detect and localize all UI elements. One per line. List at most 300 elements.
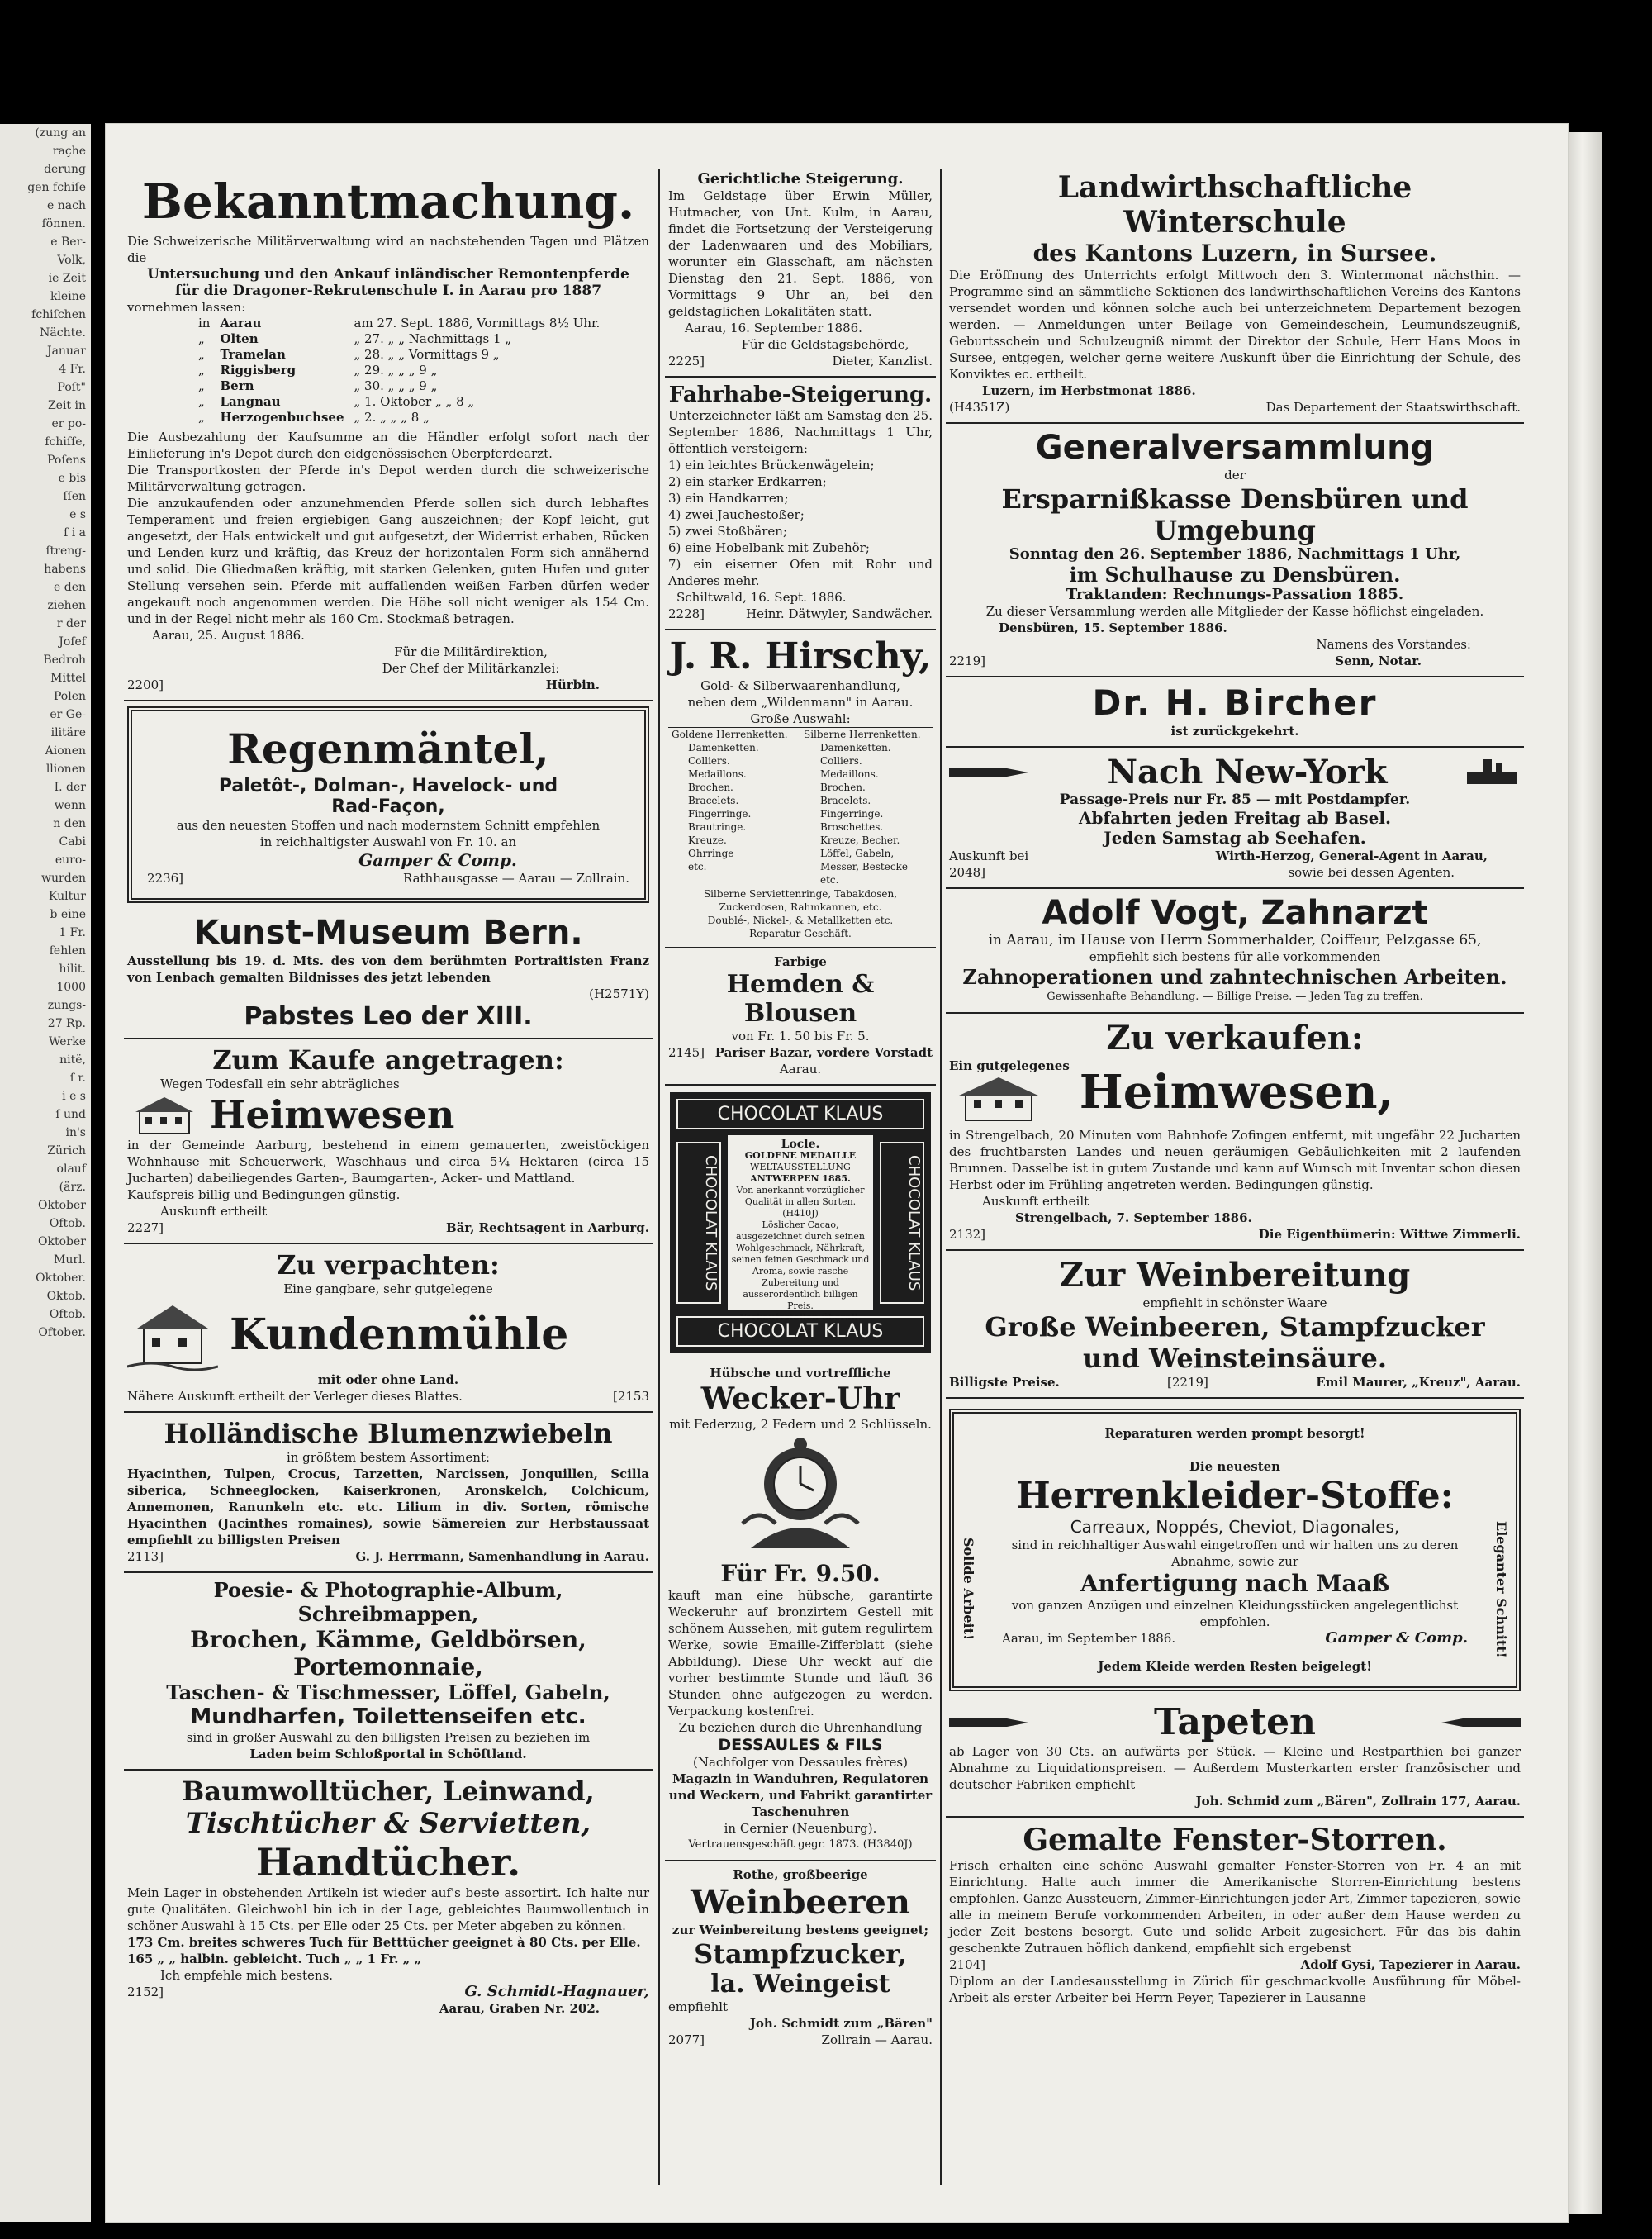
- ad-heading: des Kantons Luzern, in Sursee.: [1032, 240, 1437, 267]
- table-cell: Brochen.: [688, 782, 733, 793]
- prev-column-line: llionen: [45, 763, 86, 776]
- prev-column-line: e nach: [47, 199, 86, 212]
- ad-number: 2132]: [949, 1227, 986, 1242]
- ad-heading: Untersuchung und den Ankauf inländischer Remontenpferde: [147, 266, 629, 283]
- ad-number: 2077]: [668, 2032, 705, 2047]
- ad-title: Bekanntmachung.: [141, 174, 635, 230]
- schedule-cell: Olten: [220, 331, 259, 346]
- table-row: [668, 834, 933, 847]
- ad-text: sind in großer Auswahl zu den billigsten Preisen zu beziehen im: [186, 1730, 591, 1745]
- house-icon: [949, 1074, 1048, 1124]
- prev-column-line: fchiſſe,: [45, 435, 86, 449]
- ad-title: Regenmäntel,: [227, 725, 549, 773]
- ad-code: (H2571Y): [589, 986, 649, 1001]
- ad-heading: Brochen, Kämme, Geldbörsen, Portemonnaie,: [190, 1626, 586, 1680]
- ad-title: Nach New-York: [1107, 753, 1388, 791]
- prev-column-line: Murl.: [54, 1253, 86, 1267]
- ad-number: 2104]: [949, 1957, 986, 1972]
- ad-generalversammlung: [946, 424, 1524, 677]
- prev-column-line: ie Zeit: [48, 272, 86, 285]
- ad-heading: Heimwesen,: [1079, 1065, 1394, 1120]
- ad-heading: la. Weingeist: [710, 1970, 890, 1999]
- schedule-cell: Aarau: [220, 316, 262, 330]
- ad-signature: Emil Maurer, „Kreuz", Aarau.: [1316, 1375, 1521, 1390]
- ad-text: Silberne Serviettenringe, Tabakdosen, Zuckerdosen, Rahmkannen, etc.: [703, 888, 898, 913]
- prev-column-line: fchiſchen: [31, 308, 86, 321]
- prev-column-line: 1000: [56, 981, 86, 994]
- ad-text: Jedem Kleide werden Resten beigelegt!: [1098, 1659, 1372, 1674]
- ad-text: (Nachfolger von Dessaules frères): [693, 1755, 908, 1770]
- ad-tapeten: [946, 1696, 1524, 1818]
- prev-column-line: Nächte.: [40, 326, 86, 340]
- table-row: [668, 860, 933, 873]
- ad-signature: Bär, Rechtsagent in Aarburg.: [446, 1220, 649, 1235]
- ad-footer: CHOCOLAT KLAUS: [676, 1316, 924, 1347]
- prev-column-line: fehlen: [49, 944, 86, 958]
- ad-heading: Handtücher.: [255, 1840, 521, 1885]
- ad-date: Strengelbach, 7. September 1886.: [1015, 1210, 1252, 1225]
- table-cell: etc.: [800, 873, 933, 887]
- ad-text: Zu dieser Versammlung werden alle Mitglieder der Kasse höflichst eingeladen.: [985, 604, 1484, 619]
- ad-number: 2236]: [147, 871, 184, 886]
- ad-blumenzwiebeln: [124, 1413, 653, 1573]
- ad-text: empfiehlt sich bestens für alle vorkommenden: [1089, 949, 1381, 964]
- pointing-hand-icon: [949, 762, 1032, 783]
- prev-column-line: euro-: [55, 853, 86, 867]
- prev-column-line: ziehen: [47, 599, 86, 612]
- prev-column-line: ſtreng-: [45, 544, 86, 558]
- column-left: [124, 165, 653, 2023]
- ad-text: Frisch erhalten eine schöne Auswahl gemalter Fenster-Storren von Fr. 4 an mit Einrichtung. Halte auch immer die Amerikanische Storren-Einrichtung bestens empfohlen. Ganze Aussteuern, Zimmer-Einrichtungen jeder Art, Zimmer tapezieren, sowie alle in meinem Berufe vorkommenden Arbeiten, in oder außer dem Hause werden zu jeder Zeit bestens besorgt. Gute und solide Arbeit zugesichert. Für das bis dahin geschenkte Zutrauen höflich dankend, empfiehlt sich ergebenst: [949, 1858, 1521, 1956]
- schedule-cell: „ 27. „ „ Nachmittags 1 „: [354, 331, 512, 346]
- prev-column-line: er po-: [51, 417, 86, 430]
- schedule-cell: Bern: [220, 378, 254, 393]
- ad-text: GOLDENE MEDAILLE: [744, 1150, 857, 1161]
- prev-column-line: nitë,: [59, 1053, 86, 1067]
- ad-text: zur Weinbereitung bestens geeignet;: [672, 1923, 929, 1937]
- ad-text: Aarau.: [779, 1062, 822, 1077]
- ad-title: Hemden & Blousen: [726, 970, 875, 1028]
- ad-text: Pariser Bazar, vordere Vorstadt: [714, 1045, 933, 1060]
- ad-new-york: [946, 748, 1524, 889]
- schedule-row: [193, 378, 605, 394]
- ad-text: von Fr. 1. 50 bis Fr. 5.: [731, 1029, 870, 1043]
- schedule-cell: „ 1. Oktober „ „ 8 „: [354, 394, 475, 409]
- ad-address: Aarau, Graben Nr. 202.: [439, 2001, 600, 2016]
- prev-column-line: Oftob.: [49, 1308, 86, 1321]
- ad-text: Löslicher Cacao, ausgezeichnet durch seinen Wohlgeschmack, Nährkraft, seinen feinen Geschmack und Aroma, sowie rasche Zubereitung und ausserordentlich billigen Preis.: [731, 1219, 870, 1311]
- ad-text: Von anerkannt vorzüglicher Qualität in allen Sorten.: [736, 1185, 865, 1207]
- ad-title: Zu verkaufen:: [1106, 1019, 1364, 1058]
- ad-text: Sonntag den 26. September 1886, Nachmittags 1 Uhr,: [1009, 545, 1461, 563]
- ad-price: Billigste Preise.: [949, 1375, 1060, 1390]
- schedule-row: [193, 394, 605, 410]
- ad-text: Die Ausbezahlung der Kaufsumme an die Händler erfolgt sofort nach der Einlieferung in's Depot durch den eidgenössischen Oberpferdearzt.: [127, 430, 649, 461]
- ad-signature: Gamper & Comp.: [1325, 1629, 1468, 1647]
- steamship-icon: [1463, 754, 1521, 791]
- ad-text: in Aarau, im Hause von Herrn Sommerhalder, Coiffeur, Pelzgasse 65,: [988, 932, 1482, 948]
- ad-kunstmuseum: [124, 908, 653, 1039]
- ad-text: in Strengelbach, 20 Minuten vom Bahnhofe Zofingen entfernt, mit ungefähr 22 Jucharten des fruchtbarsten Landes und neuen geräumigen Gebäulichkeiten mit 2 laufenden Brunnen. Dasselbe ist in gutem Zustande und kann auf Wunsch mit Inventar schon diesen Herbst oder im Frühling angetreten werden. Bedingungen günstig.: [949, 1128, 1521, 1192]
- ad-heading: Zahnoperationen und zahntechnischen Arbeiten.: [962, 965, 1507, 989]
- mill-icon: [127, 1297, 218, 1371]
- table-cell: Ohrringe: [688, 848, 734, 859]
- ad-signature: Adolf Gysi, Tapezierer in Aarau.: [1300, 1957, 1521, 1972]
- ad-text: ANTWERPEN 1885.: [750, 1173, 851, 1184]
- pointing-hand-icon: [1438, 1712, 1521, 1733]
- ad-text: Kaufspreis billig und Bedingungen günstig.: [127, 1187, 401, 1202]
- column-rule: [658, 169, 660, 2185]
- ad-text: Doublé-, Nickel-, & Metallketten etc.: [707, 915, 894, 926]
- table-cell: Brochen.: [800, 781, 933, 794]
- ad-herrenkleider: [949, 1409, 1521, 1691]
- ad-text: Die Schweizerische Militärverwaltung wird an nachstehenden Tagen und Plätzen die: [127, 234, 649, 265]
- ad-title: Herrenkleider-Stoffe:: [1016, 1475, 1454, 1517]
- ad-date: Aarau, 25. August 1886.: [152, 628, 305, 643]
- ad-signature: Das Departement der Staatswirthschaft.: [1265, 400, 1521, 415]
- ad-heading: Baumwolltücher, Leinwand,: [182, 1776, 595, 1807]
- ad-text: der: [1224, 468, 1246, 483]
- side-text: Solide Arbeit!: [961, 1538, 976, 1641]
- prev-column-line: Oftob.: [49, 1217, 86, 1230]
- prev-column-line: Mittel: [50, 672, 86, 685]
- prev-column-line: 27 Rp.: [47, 1017, 86, 1030]
- prev-column-line: ſ i a: [64, 526, 86, 540]
- ad-text: aus den neuesten Stoffen und nach modernstem Schnitt empfehlen: [176, 818, 601, 833]
- prev-column-line: in's: [65, 1126, 86, 1139]
- prev-column-line: ſſen: [63, 490, 86, 503]
- ad-signature: Joh. Schmid zum „Bären", Zollrain 177, Aarau.: [1195, 1794, 1521, 1809]
- table-cell: Bracelets.: [688, 795, 739, 806]
- prev-column-line: ſ und: [55, 1108, 86, 1121]
- ad-text: mit Federzug, 2 Federn und 2 Schlüsseln.: [669, 1417, 932, 1432]
- ad-fenster-storren: [946, 1818, 1524, 2013]
- schedule-cell: „: [198, 363, 205, 378]
- table-cell: Colliers.: [800, 754, 933, 768]
- ad-text: Ein gutgelegenes: [949, 1058, 1070, 1073]
- list-item: 3) ein Handkarren;: [668, 491, 789, 506]
- ad-title: Zur Weinbereitung: [1059, 1256, 1411, 1295]
- ad-address: Zollrain — Aarau.: [821, 2032, 933, 2047]
- ad-text: Die anzukaufenden oder anzunehmenden Pferde sollen sich durch lebhaftes Temperament und freien ergiebigen Gang auszeichnen; der Kopf leicht, gut angesetzt, der Hals entwickelt und gut aufgesetzt, der Widerrist erhaben, Rücken und Lenden kurz und kräftig, das Kreuz der horizontalen Form sich annähernd und solid. Die Gliedmaßen kräftig, mit starken Gelenken, guten Hufen und guter Stellung versehen sein. Pferde mit auffallenden weißen Farben dürfen weder angekauft noch angenommen werden. Die Höhe soll nicht weniger als 154 Cm. und in der Regel nicht mehr als 160 Cm. Stockmaß betragen.: [127, 496, 649, 626]
- ad-signature: Hürbin.: [545, 677, 600, 692]
- ad-bircher: [946, 677, 1524, 748]
- ad-text: Vertrauensgeschäft gegr. 1873. (H3840J): [688, 1838, 913, 1851]
- ad-text: 165 „ „ halbin. gebleicht. Tuch „ „ 1 Fr. „ „: [127, 1951, 422, 1966]
- ad-weinbereitung: [946, 1251, 1524, 1399]
- ad-text: Reparatur-Geschäft.: [749, 928, 852, 939]
- prev-column-line: Oktob.: [46, 1290, 86, 1303]
- prev-column-line: Bedroh: [43, 654, 86, 667]
- list-item: 2) ein starker Erdkarren;: [668, 474, 827, 489]
- prev-column-line: raçhe: [52, 145, 86, 158]
- ad-heading: Rad-Façon,: [331, 796, 445, 817]
- schedule-cell: in: [198, 316, 211, 330]
- ad-heading: Poesie- & Photographie-Album, Schreibmappen,: [213, 1578, 563, 1626]
- ad-number: 2200]: [127, 677, 164, 692]
- side-text: Eleganter Schnitt!: [1493, 1521, 1509, 1658]
- ad-date: Schiltwald, 16. Sept. 1886.: [676, 590, 847, 605]
- ad-signature: Wirth-Herzog, General-Agent in Aarau,: [1215, 849, 1488, 863]
- prev-column-line: e s: [69, 508, 86, 521]
- ad-text: Gewissenhafte Behandlung. — Billige Preise. — Jeden Tag zu treffen.: [1047, 991, 1423, 1003]
- ad-weinbeeren: [665, 1861, 936, 2055]
- ad-signature: Die Eigenthümerin: Wittwe Zimmerli.: [1258, 1227, 1521, 1242]
- ad-date: Luzern, im Herbstmonat 1886.: [982, 383, 1196, 398]
- ad-text: Reparaturen werden prompt besorgt!: [1104, 1426, 1365, 1441]
- table-row: [668, 781, 933, 794]
- prev-column-line: b eine: [50, 908, 86, 921]
- ad-text: ab Lager von 30 Cts. an aufwärts per Stück. — Kleine und Restparthien bei ganzer Abnahme zu Liquidationspreisen. — Außerdem Musterkarten erster französischer und deutscher Fabriken empfiehlt: [949, 1744, 1521, 1792]
- ad-title: J. R. Hirschy,: [669, 635, 932, 677]
- ad-signature: Für die Militärdirektion,: [394, 644, 548, 659]
- ad-text: Zu beziehen durch die Uhrenhandlung: [678, 1720, 923, 1735]
- table-row: [668, 873, 933, 887]
- column-rule: [940, 169, 942, 2185]
- ad-heading: Mundharfen, Toilettenseifen etc.: [190, 1704, 586, 1729]
- ad-text: in der Gemeinde Aarburg, bestehend in einem gemauerten, zweistöckigen Wohnhause mit Scheuerwerk, Waschhaus und circa 5¼ Hektaren (circa 15 Jucharten) dabeiliegendes Garten-, Baumgarten-, Acker- und Mattland.: [127, 1138, 649, 1186]
- ad-date: Aarau, im September 1886.: [1002, 1631, 1176, 1646]
- table-row: [668, 754, 933, 768]
- ad-number: 2145]: [668, 1045, 705, 1060]
- ad-text: empfiehlt in schönster Waare: [1142, 1295, 1327, 1310]
- table-cell: [668, 873, 800, 887]
- item-list: [668, 457, 933, 589]
- ad-title: Landwirthschaftliche Winterschule: [1057, 170, 1412, 240]
- prev-column-line: I. der: [54, 781, 86, 794]
- ad-signature: Dieter, Kanzlist.: [832, 354, 933, 368]
- ad-text: Passage-Preis nur Fr. 85 — mit Postdampfer.: [1059, 791, 1411, 808]
- ad-text: Abfahrten jeden Freitag ab Basel.: [1079, 808, 1391, 828]
- ad-chocolat-klaus: [670, 1092, 931, 1353]
- ad-number: [2219]: [1167, 1375, 1208, 1390]
- prev-column-line: Volk,: [57, 254, 86, 267]
- ad-title: Adolf Vogt, Zahnarzt: [1042, 894, 1428, 932]
- prev-column-line: Werke: [49, 1035, 86, 1048]
- ad-text: Diplom an der Landesausstellung in Zürich für geschmackvolle Ausführung für Möbel-Arbeit als erster Arbeiter bei Herrn Peyer, Tapezierer in Lausanne: [949, 1974, 1521, 2005]
- ad-number: 2227]: [127, 1220, 164, 1235]
- prev-column-line: habens: [44, 563, 86, 576]
- ad-text: Große Auswahl:: [750, 711, 851, 726]
- prev-column-line: ſ r.: [69, 1072, 86, 1085]
- ad-text: Unterzeichneter läßt am Samstag den 25. September 1886, Nachmittags 1 Uhr, öffentlich versteigern:: [668, 408, 933, 456]
- prev-column-line: olauf: [56, 1162, 86, 1176]
- prev-column-line: 4 Fr.: [59, 363, 86, 376]
- ad-signature: Der Chef der Militärkanzlei:: [382, 661, 560, 676]
- table-cell: Fingerringe.: [800, 807, 933, 820]
- ad-title: Tapeten: [1153, 1701, 1317, 1743]
- choc-center: [728, 1135, 873, 1323]
- schedule-row: [193, 347, 605, 363]
- schedule-cell: „: [198, 378, 205, 393]
- ad-wecker-uhr: [665, 1360, 936, 1861]
- prev-column-line: fönnen.: [41, 217, 86, 231]
- ad-text: sowie bei dessen Agenten.: [1288, 865, 1455, 880]
- prev-column-line: gen fchiſe: [27, 181, 86, 194]
- ad-code: (H4351Z): [949, 400, 1010, 415]
- ad-heading: Tischtücher & Servietten,: [185, 1807, 591, 1840]
- ad-text: Die Eröffnung des Unterrichts erfolgt Mittwoch den 3. Wintermonat nächsthin. — Programme sind an sämmtliche Sektionen des landwirthschaftlichen Vereins des Kantons versendet worden und können solche auch bei unterzeichnetem Departement bezogen werden. — Anmeldungen unter Beilage von Gemeindeschein, Leumundszeugniß, Geburtsschein und Schulzeugniß nimmt der Direktor der Schule, Herr Hans Moos in Sursee, entgegen, welcher gerne weitere Auskunft über die Einrichtung der Schule, des Konviktes ec. ertheilt.: [949, 268, 1521, 382]
- prev-column-line: Oftober.: [38, 1326, 86, 1339]
- schedule-cell: „ 30. „ „ „ 9 „: [354, 378, 438, 393]
- ad-text: Gold- & Silberwaarenhandlung,: [700, 678, 900, 693]
- ad-bekanntmachung: [124, 165, 653, 701]
- ad-text: Ich empfehle mich bestens.: [160, 1968, 334, 1983]
- prev-column-line: Kultur: [49, 890, 86, 903]
- prev-column-line: r der: [56, 617, 86, 630]
- ad-text: Eine gangbare, sehr gutgelegene: [283, 1281, 493, 1296]
- prev-column-line: e den: [54, 581, 86, 594]
- column-middle: [665, 165, 936, 2055]
- ad-signature: G. Schmidt-Hagnauer,: [464, 1983, 649, 2000]
- ad-number: [2153: [612, 1389, 649, 1404]
- table-cell: Fingerringe.: [688, 808, 752, 820]
- prev-column-line: i e s: [62, 1090, 86, 1103]
- ad-title: Dr. H. Bircher: [1092, 682, 1378, 723]
- table-row: [668, 820, 933, 834]
- ad-text: Locle.: [781, 1138, 820, 1151]
- ad-text: Hyacinthen, Tulpen, Crocus, Tarzetten, Narcissen, Jonquillen, Scilla siberica, Schneeglocken, Kaiserkronen, Aronskelch, Colchicum, Annemonen, Ranunkeln etc. etc. Lilium in div. Sorten, römische Hyacinthen (Jacinthes romaines), sowie Sämereien zur Herbstaussaat empfiehlt zu billigsten Preisen: [127, 1467, 649, 1547]
- ad-text: Mein Lager in obstehenden Artikeln ist wieder auf's beste assortirt. Ich halte nur gute Qualitäten. Gleichwohl bin ich in der Lage, gebleichtes Baumwollentuch in schöner Auswahl à 15 Cts. per Elle oder 25 Cts. per Meter abgeben zu können.: [127, 1885, 649, 1933]
- house-icon: [127, 1094, 202, 1135]
- previous-page-column: [0, 124, 91, 2222]
- list-item: 7) ein eiserner Ofen mit Rohr und Anderes mehr.: [668, 557, 933, 588]
- ad-title: Kunst-Museum Bern.: [193, 914, 583, 952]
- schedule-cell: Herzogenbuchsee: [220, 410, 344, 425]
- prev-column-line: n den: [53, 817, 86, 830]
- prev-column-line: zungs-: [47, 999, 86, 1012]
- ad-text: Wegen Todesfall ein sehr abträgliches: [160, 1077, 400, 1091]
- ad-text: Auskunft ertheilt: [160, 1204, 268, 1219]
- ad-title: Zum Kaufe angetragen:: [212, 1044, 564, 1076]
- prev-column-line: Zürich: [47, 1144, 86, 1158]
- prev-column-line: Oktober: [38, 1235, 86, 1248]
- ad-text: WELTAUSSTELLUNG: [750, 1162, 851, 1172]
- ad-text: Auskunft ertheilt: [982, 1194, 1089, 1209]
- ad-text: von ganzen Anzügen und einzelnen Kleidungsstücken angelegentlichst empfohlen.: [1011, 1598, 1459, 1629]
- ad-text: ist zurückgekehrt.: [1170, 724, 1299, 739]
- prev-column-line: Januar: [46, 345, 86, 358]
- ad-number: 2113]: [127, 1549, 164, 1564]
- table-cell: Kreuze.: [688, 834, 727, 846]
- goods-table: [668, 727, 933, 887]
- ad-heading: Stampfzucker,: [694, 1938, 907, 1970]
- schedule-table: [193, 316, 605, 425]
- ad-regenmaentel: [127, 706, 649, 903]
- table-cell: Colliers.: [688, 755, 730, 767]
- schedule-row: [193, 316, 605, 331]
- prev-column-line: Oktober.: [36, 1272, 86, 1285]
- ad-title: Weinbeeren: [691, 1883, 910, 1922]
- ad-signature: Senn, Notar.: [1335, 654, 1422, 668]
- ad-zu-verpachten: [124, 1244, 653, 1413]
- list-item: 1) ein leichtes Brückenwägelein;: [668, 458, 875, 473]
- schedule-cell: „: [198, 410, 205, 425]
- prev-column-line: 1 Fr.: [59, 926, 86, 939]
- ad-text: Nähere Auskunft ertheilt der Verleger dieses Blattes.: [127, 1389, 463, 1404]
- ad-zu-verkaufen: [946, 1014, 1524, 1251]
- ad-text: in Cernier (Neuenburg).: [724, 1821, 877, 1836]
- ad-signature: Für die Geldstagsbehörde,: [741, 337, 909, 352]
- ad-text: 173 Cm. breites schweres Tuch für Betttücher geeignet à 80 Cts. per Elle.: [127, 1935, 641, 1950]
- ad-text: Magazin in Wanduhren, Regulatoren und Weckern, und Fabrikt garantirter Taschenuhren: [668, 1771, 933, 1819]
- ad-date: Aarau, 16. September 1886.: [685, 321, 862, 335]
- ad-title: Wecker-Uhr: [700, 1381, 900, 1416]
- ad-heading: Pabstes Leo der XIII.: [244, 1002, 533, 1031]
- ad-signature: Gamper & Comp.: [358, 850, 517, 870]
- ad-text: Auskunft bei: [949, 849, 1029, 863]
- prev-column-line: hilit.: [59, 963, 86, 976]
- prev-column-line: ilitäre: [50, 726, 86, 739]
- list-item: 5) zwei Stoßbären;: [668, 524, 788, 539]
- ad-title: Fahrhabe-Steigerung.: [668, 383, 933, 407]
- prev-column-line: wurden: [41, 872, 86, 885]
- ad-heading: Große Weinbeeren, Stampfzucker: [985, 1311, 1485, 1343]
- ad-winterschule: [946, 165, 1524, 424]
- ad-text: in größtem bestem Assortiment:: [286, 1450, 491, 1465]
- table-row: [668, 741, 933, 754]
- ad-text: vornehmen lassen:: [127, 300, 246, 315]
- ad-price: Für Fr. 9.50.: [720, 1560, 881, 1587]
- ad-title: CHOCOLAT KLAUS: [676, 1099, 924, 1129]
- table-row: [668, 794, 933, 807]
- prev-column-line: kleine: [50, 290, 86, 303]
- table-header: Silberne Herrenketten.: [800, 728, 933, 742]
- prev-column-line: (zung an: [35, 126, 86, 140]
- prev-column-line: (ärz.: [59, 1181, 86, 1194]
- ad-text: Im Geldstage über Erwin Müller, Hutmacher, von Unt. Kulm, in Aarau, findet die Fortsetzung der Versteigerung der Ladenwaaren und des Mobiliars, worunter ein Glasschaft, am nächsten Dienstag den 21. Sept. 1886, von Vormittags 9 Uhr an, bei den geldstaglichen Lokalitäten statt.: [668, 188, 933, 319]
- prev-column-line: Cabi: [59, 835, 86, 849]
- ad-number: 2048]: [949, 865, 986, 880]
- ad-text: empfiehlt: [668, 1999, 729, 2014]
- ad-text: mit oder ohne Land.: [317, 1372, 459, 1387]
- table-cell: Damenketten.: [688, 742, 759, 753]
- ad-title: Gerichtliche Steigerung.: [697, 170, 904, 188]
- ad-text: sind in reichhaltiger Auswahl eingetroffen und wir halten uns zu deren Abnahme, sowie zur: [1011, 1538, 1459, 1569]
- ad-signature: G. J. Herrmann, Samenhandlung in Aarau.: [355, 1549, 649, 1564]
- ad-number: 2228]: [668, 606, 705, 621]
- prev-column-line: Poſt": [57, 381, 86, 394]
- ad-heading: und Weinsteinsäure.: [1082, 1343, 1388, 1374]
- ad-text: kauft man eine hübsche, garantirte Weckeruhr auf bronzirtem Gestell mit schönem Aussehen, mit gutem regulirtem Werke, sowie Emaille-Zifferblatt (siehe Abbildung). Diese Uhr weckt auf die vorher bestimmte Stunde und läuft 36 Stunden ohne aufgezogen zu werden. Verpackung kostenfrei.: [668, 1588, 933, 1718]
- ad-text: Jeden Samstag ab Seehafen.: [1104, 828, 1366, 848]
- ad-title: Generalversammlung: [1035, 429, 1435, 467]
- table-header: Goldene Herrenketten.: [672, 729, 788, 740]
- schedule-row: [193, 410, 605, 425]
- ad-title: Zu verpachten:: [277, 1249, 500, 1281]
- page-edge: [1569, 132, 1602, 2214]
- schedule-cell: „: [198, 347, 205, 362]
- ad-heading: für die Dragoner-Rekrutenschule I. in Aarau pro 1887: [174, 283, 602, 299]
- pointing-hand-icon: [949, 1712, 1032, 1733]
- ad-baumwolltuecher: [124, 1771, 653, 2023]
- schedule-cell: „: [198, 394, 205, 409]
- prev-column-line: er Ge-: [50, 708, 86, 721]
- ad-signature: Joh. Schmidt zum „Bären": [749, 2016, 933, 2031]
- prev-column-line: Zeit in: [47, 399, 86, 412]
- prev-column-line: derung: [44, 163, 86, 176]
- ad-poesie: [124, 1573, 653, 1771]
- ad-code: (H410J): [782, 1208, 819, 1219]
- table-cell: Löffel, Gabeln,: [800, 847, 933, 860]
- schedule-cell: am 27. Sept. 1886, Vormittags 8½ Uhr.: [354, 316, 601, 330]
- ad-heading: Paletôt-, Dolman-, Havelock- und: [218, 776, 558, 796]
- ad-hemden: [665, 948, 936, 1086]
- ad-heading: DESSAULES & FILS: [718, 1736, 883, 1754]
- table-cell: Medaillons.: [800, 768, 933, 781]
- ad-heading: Kundenmühle: [230, 1309, 569, 1360]
- prev-column-line: e Ber-: [50, 235, 86, 249]
